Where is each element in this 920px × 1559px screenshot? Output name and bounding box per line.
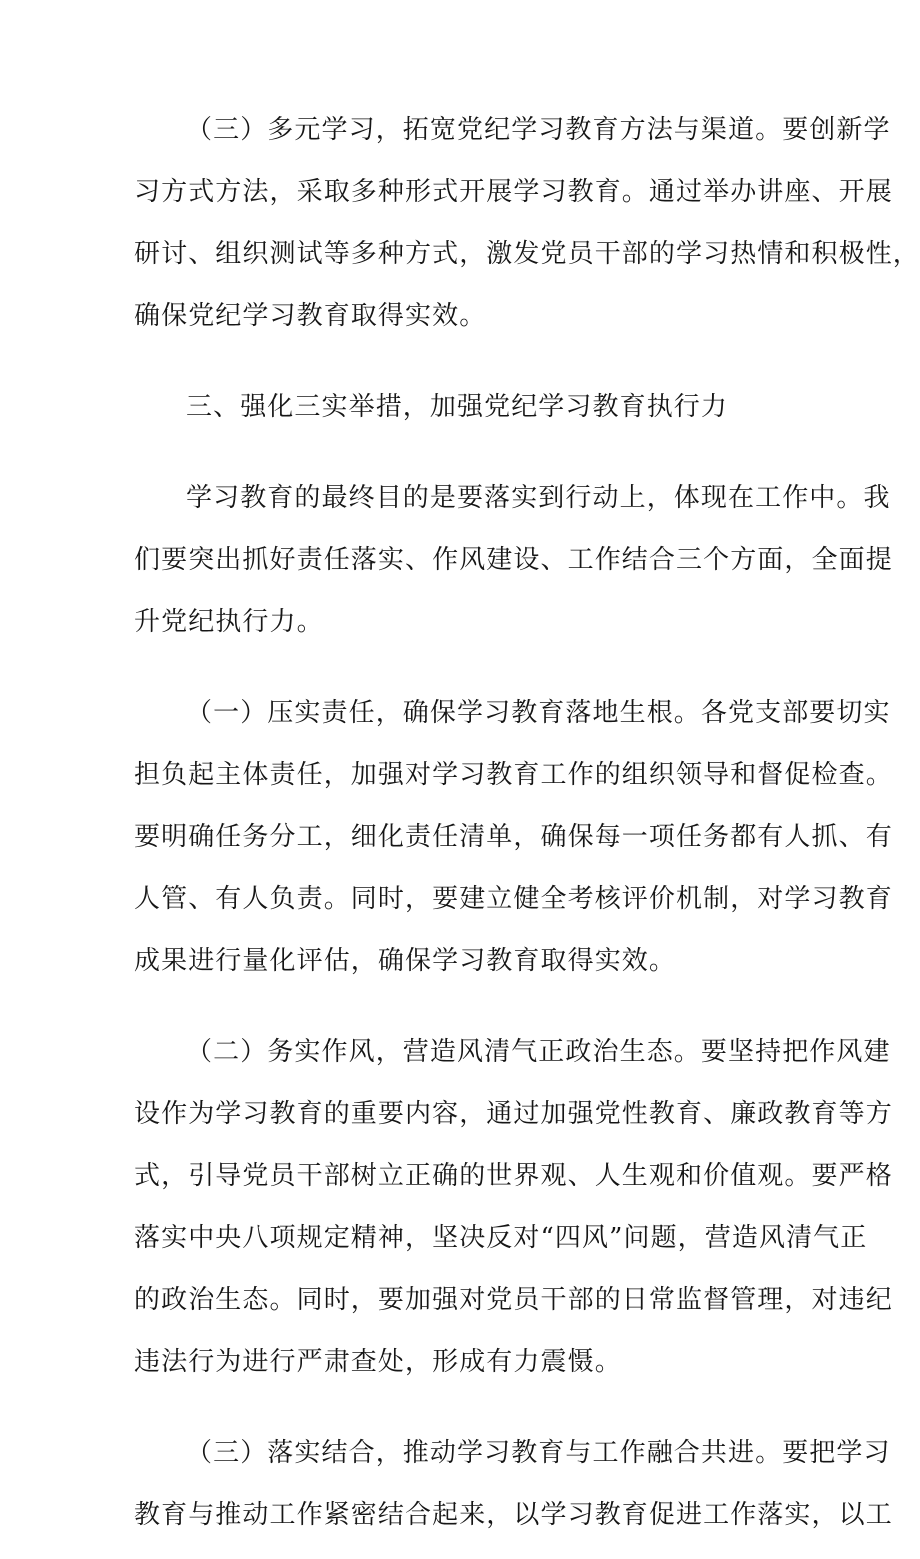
paragraph-gap (134, 360, 920, 389)
paragraph-line: 成果进行量化评估，确保学习教育取得实效。 (134, 946, 677, 976)
paragraph-gap (134, 451, 920, 480)
paragraph-line: （三）落实结合，推动学习教育与工作融合共进。要把学习 (186, 1438, 891, 1468)
paragraph-line: （一）压实责任，确保学习教育落地生根。各党支部要切实 (186, 698, 891, 728)
paragraph-line: 习方式方法，采取多种形式开展学习教育。通过举办讲座、开展 (134, 177, 893, 207)
paragraph-line: 们要突出抓好责任落实、作风建设、工作结合三个方面，全面提 (134, 545, 893, 575)
paragraph-line: 教育与推动工作紧密结合起来，以学习教育促进工作落实，以工 (134, 1500, 893, 1530)
paragraph-line: 人管、有人负责。同时，要建立健全考核评价机制，对学习教育 (134, 884, 893, 914)
paragraph-line: 违法行为进行严肃查处，形成有力震慑。 (134, 1347, 622, 1377)
paragraph-line: 的政治生态。同时，要加强对党员干部的日常监督管理，对违纪 (134, 1285, 893, 1315)
paragraph-line: （二）务实作风，营造风清气正政治生态。要坚持把作风建 (186, 1037, 891, 1067)
paragraph-line: （三）多元学习，拓宽党纪学习教育方法与渠道。要创新学 (186, 115, 891, 145)
section-heading: 三、强化三实举措，加强党纪学习教育执行力 (186, 392, 729, 422)
paragraph-line: 式，引导党员干部树立正确的世界观、人生观和价值观。要严格 (134, 1161, 893, 1191)
paragraph-gap (134, 1005, 920, 1034)
paragraph-line: 要明确任务分工，细化责任清单，确保每一项任务都有人抓、有 (134, 822, 893, 852)
paragraph-line: 落实中央八项规定精神，坚决反对“四风”问题，营造风清气正 (134, 1223, 868, 1253)
paragraph-line: 担负起主体责任，加强对学习教育工作的组织领导和督促检查。 (134, 760, 893, 790)
paragraph-gap (134, 666, 920, 695)
paragraph-line: 研讨、组织测试等多种方式，激发党员干部的学习热情和积极性， (134, 239, 920, 269)
paragraph-line: 确保党纪学习教育取得实效。 (134, 301, 487, 331)
paragraph-line: 学习教育的最终目的是要落实到行动上，体现在工作中。我 (186, 483, 891, 513)
paragraph-gap (134, 1406, 920, 1435)
paragraph-line: 设作为学习教育的重要内容，通过加强党性教育、廉政教育等方 (134, 1099, 893, 1129)
paragraph-line: 升党纪执行力。 (134, 607, 324, 637)
